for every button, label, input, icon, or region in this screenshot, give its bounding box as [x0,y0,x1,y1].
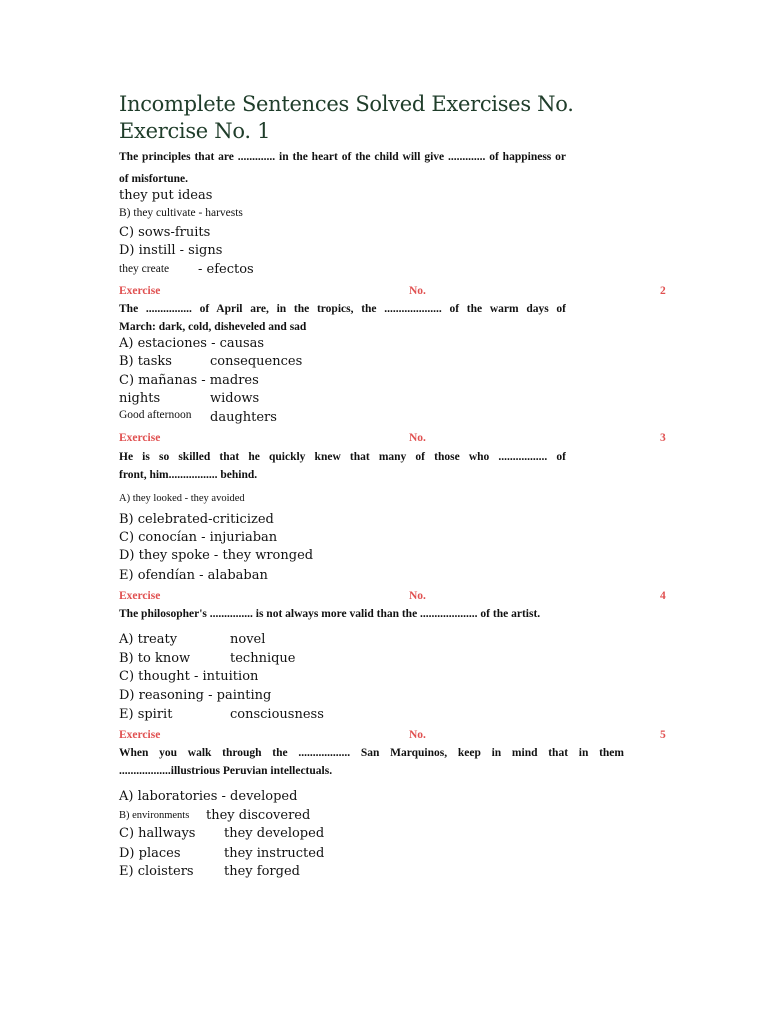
exercise-1-question-line-2: of misfortune. [119,173,188,185]
exercise-3-no-label: No. [409,432,426,444]
exercise-5-question-line-2: ..................illustrious Peruvian intellectuals. [119,765,333,777]
exercise-5-option-d-left: D) places [119,846,181,861]
exercise-2-question-line-2: March: dark, cold, disheveled and sad [119,321,307,333]
exercise-4-option-e-left: E) spirit [119,707,173,722]
exercise-3-option-c: C) conocían - injuriaban [119,530,278,545]
exercise-5-option-c-right: they developed [224,826,325,841]
exercise-5-number: 5 [660,729,666,741]
exercise-1-option-a: they put ideas [119,188,213,203]
exercise-4-option-a-left: A) treaty [119,632,178,647]
exercise-1-option-c: C) sows-fruits [119,225,211,240]
exercise-1-heading: Exercise No. 1 [119,119,271,143]
exercise-2-option-c: C) mañanas - madres [119,373,259,388]
exercise-4-option-b-left: B) to know [119,651,191,666]
exercise-3-option-a: A) they looked - they avoided [119,493,245,504]
exercise-5-option-e-right: they forged [224,864,300,879]
exercise-2-no-label: No. [409,285,426,297]
exercise-2-question-line-1: The ................ of April are, in the tropics, the .................... of the warm days of [119,303,566,315]
exercise-1-question-line-1: The principles that are ............. in the heart of the child will give ............. of happiness or [119,151,566,163]
page-title: Incomplete Sentences Solved Exercises No. [119,92,574,116]
exercise-5-no-label: No. [409,729,426,741]
exercise-4-number: 4 [660,590,666,602]
exercise-1-option-b: B) they cultivate - harvests [119,207,243,219]
exercise-1-option-e-right: - efectos [198,262,254,277]
exercise-5-question-line-1: When you walk through the .................. San Marquinos, keep in mind that in them [119,747,624,759]
exercise-2-option-b-right: consequences [210,354,303,369]
exercise-4-option-a-right: novel [230,632,266,647]
exercise-4-option-e-right: consciousness [230,707,324,722]
exercise-2-number: 2 [660,285,666,297]
exercise-3-option-e: E) ofendían - alababan [119,568,268,583]
exercise-4-option-d: D) reasoning - painting [119,688,272,703]
exercise-3-option-d: D) they spoke - they wronged [119,548,314,563]
exercise-2-option-b-left: B) tasks [119,354,172,369]
exercise-3-number: 3 [660,432,666,444]
exercise-3-option-b: B) celebrated-criticized [119,512,274,527]
exercise-4-option-c: C) thought - intuition [119,669,259,684]
exercise-4-label: Exercise [119,590,161,602]
exercise-5-option-c-left: C) hallways [119,826,196,841]
exercise-4-question-line-1: The philosopher's ............... is not always more valid than the .................... of the artist. [119,608,541,620]
exercise-5-option-e-left: E) cloisters [119,864,194,879]
exercise-4-option-b-right: technique [230,651,296,666]
exercise-5-label: Exercise [119,729,161,741]
exercise-1-option-e-left: they create [119,263,170,275]
exercise-3-question-line-1: He is so skilled that he quickly knew that many of those who ................. of [119,451,566,463]
exercise-4-no-label: No. [409,590,426,602]
exercise-2-label: Exercise [119,285,161,297]
exercise-5-option-d-right: they instructed [224,846,325,861]
exercise-5-option-b-left: B) environments [119,810,190,821]
exercise-2-option-e-right: daughters [210,410,277,425]
exercise-1-option-d: D) instill - signs [119,243,223,258]
exercise-3-label: Exercise [119,432,161,444]
exercise-2-option-d-right: widows [210,391,260,406]
exercise-2-option-d-left: nights [119,391,161,406]
exercise-5-option-a: A) laboratories - developed [119,789,298,804]
exercise-5-option-b-right: they discovered [206,808,311,823]
exercise-2-option-e-left: Good afternoon [119,409,192,421]
exercise-2-option-a: A) estaciones - causas [119,336,265,351]
exercise-3-question-line-2: front, him................. behind. [119,469,258,481]
